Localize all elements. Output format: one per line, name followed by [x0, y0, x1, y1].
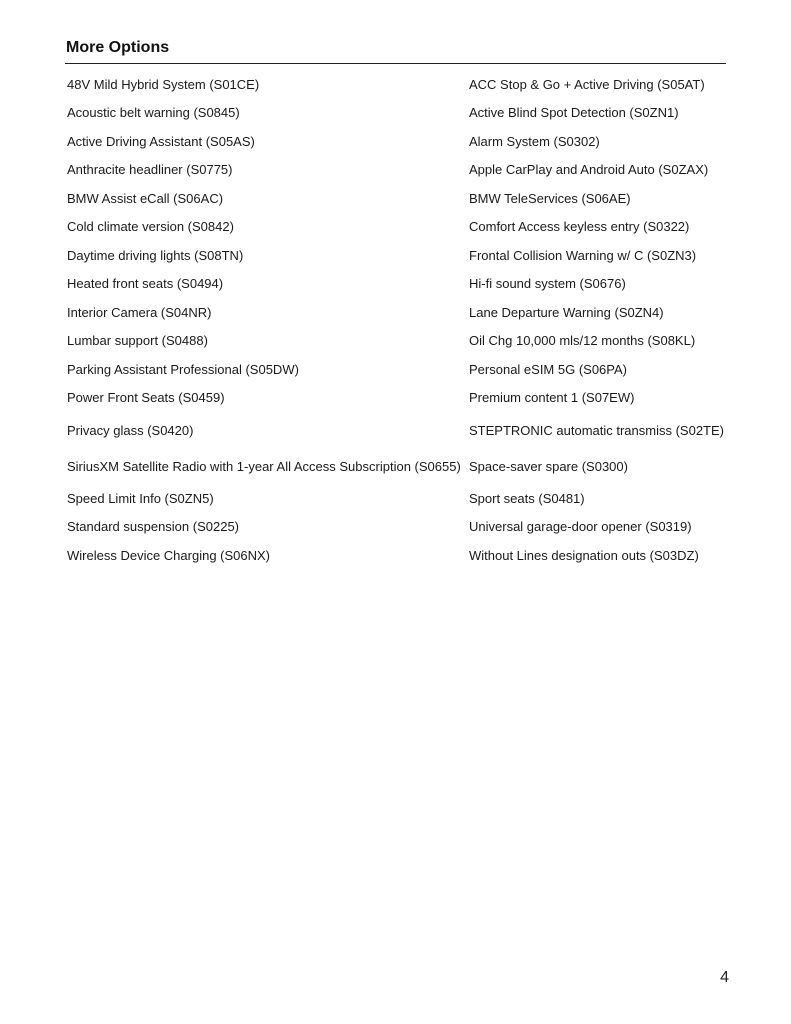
- table-row: [65, 448, 726, 484]
- option-cell: Acoustic belt warning (S0845): [67, 105, 240, 121]
- option-cell: STEPTRONIC automatic transmiss (S02TE): [469, 422, 724, 438]
- option-cell: Space-saver spare (S0300): [469, 458, 628, 474]
- table-row: [65, 327, 726, 356]
- options-table: [65, 70, 726, 570]
- option-cell: Personal eSIM 5G (S06PA): [469, 361, 627, 377]
- table-row: [65, 384, 726, 413]
- option-cell: Lane Departure Warning (S0ZN4): [469, 304, 664, 320]
- option-cell: Speed Limit Info (S0ZN5): [67, 490, 214, 506]
- option-cell: Apple CarPlay and Android Auto (S0ZAX): [469, 162, 709, 178]
- option-cell: Hi-fi sound system (S0676): [469, 276, 626, 292]
- option-cell: Comfort Access keyless entry (S0322): [469, 219, 690, 235]
- option-cell: BMW Assist eCall (S06AC): [67, 190, 224, 206]
- table-row: [65, 127, 726, 156]
- table-row: [65, 184, 726, 213]
- table-row: [65, 270, 726, 299]
- option-cell: Universal garage-door opener (S0319): [469, 519, 692, 535]
- option-cell: Power Front Seats (S0459): [67, 390, 225, 406]
- table-row: [65, 70, 726, 99]
- option-cell: Anthracite headliner (S0775): [67, 162, 233, 178]
- table-row: [65, 99, 726, 128]
- option-cell: Without Lines designation outs (S03DZ): [469, 547, 699, 563]
- option-cell: Standard suspension (S0225): [67, 519, 240, 535]
- table-row: [65, 298, 726, 327]
- table-row: [65, 541, 726, 570]
- table-row: [65, 355, 726, 384]
- option-cell: Sport seats (S0481): [469, 490, 585, 506]
- option-cell: Active Driving Assistant (S05AS): [67, 133, 255, 149]
- option-cell: Wireless Device Charging (S06NX): [67, 547, 271, 563]
- table-row: [65, 213, 726, 242]
- table-row: [65, 156, 726, 185]
- option-cell: Frontal Collision Warning w/ C (S0ZN3): [469, 247, 697, 263]
- table-row: [65, 241, 726, 270]
- option-cell: Interior Camera (S04NR): [67, 304, 212, 320]
- table-row: [65, 412, 726, 448]
- option-cell: Active Blind Spot Detection (S0ZN1): [469, 105, 679, 121]
- table-row: [65, 513, 726, 542]
- option-cell: Premium content 1 (S07EW): [469, 390, 635, 406]
- option-cell: Oil Chg 10,000 mls/12 months (S08KL): [469, 333, 696, 349]
- table-row: [65, 484, 726, 513]
- title-divider: [65, 63, 726, 64]
- section-title: More Options: [66, 39, 170, 56]
- option-cell: SiriusXM Satellite Radio with 1-year All Access Subscription (S0655): [67, 458, 461, 474]
- option-cell: ACC Stop & Go + Active Driving (S05AT): [469, 76, 705, 92]
- option-cell: Cold climate version (S0842): [67, 219, 234, 235]
- option-cell: 48V Mild Hybrid System (S01CE): [67, 76, 260, 92]
- option-cell: Parking Assistant Professional (S05DW): [67, 361, 299, 377]
- option-cell: BMW TeleServices (S06AE): [469, 190, 631, 206]
- option-cell: Heated front seats (S0494): [67, 276, 224, 292]
- option-cell: Alarm System (S0302): [469, 133, 600, 149]
- page-number: 4: [720, 969, 729, 986]
- option-cell: Daytime driving lights (S08TN): [67, 247, 244, 263]
- option-cell: Privacy glass (S0420): [67, 422, 194, 438]
- option-cell: Lumbar support (S0488): [67, 333, 208, 349]
